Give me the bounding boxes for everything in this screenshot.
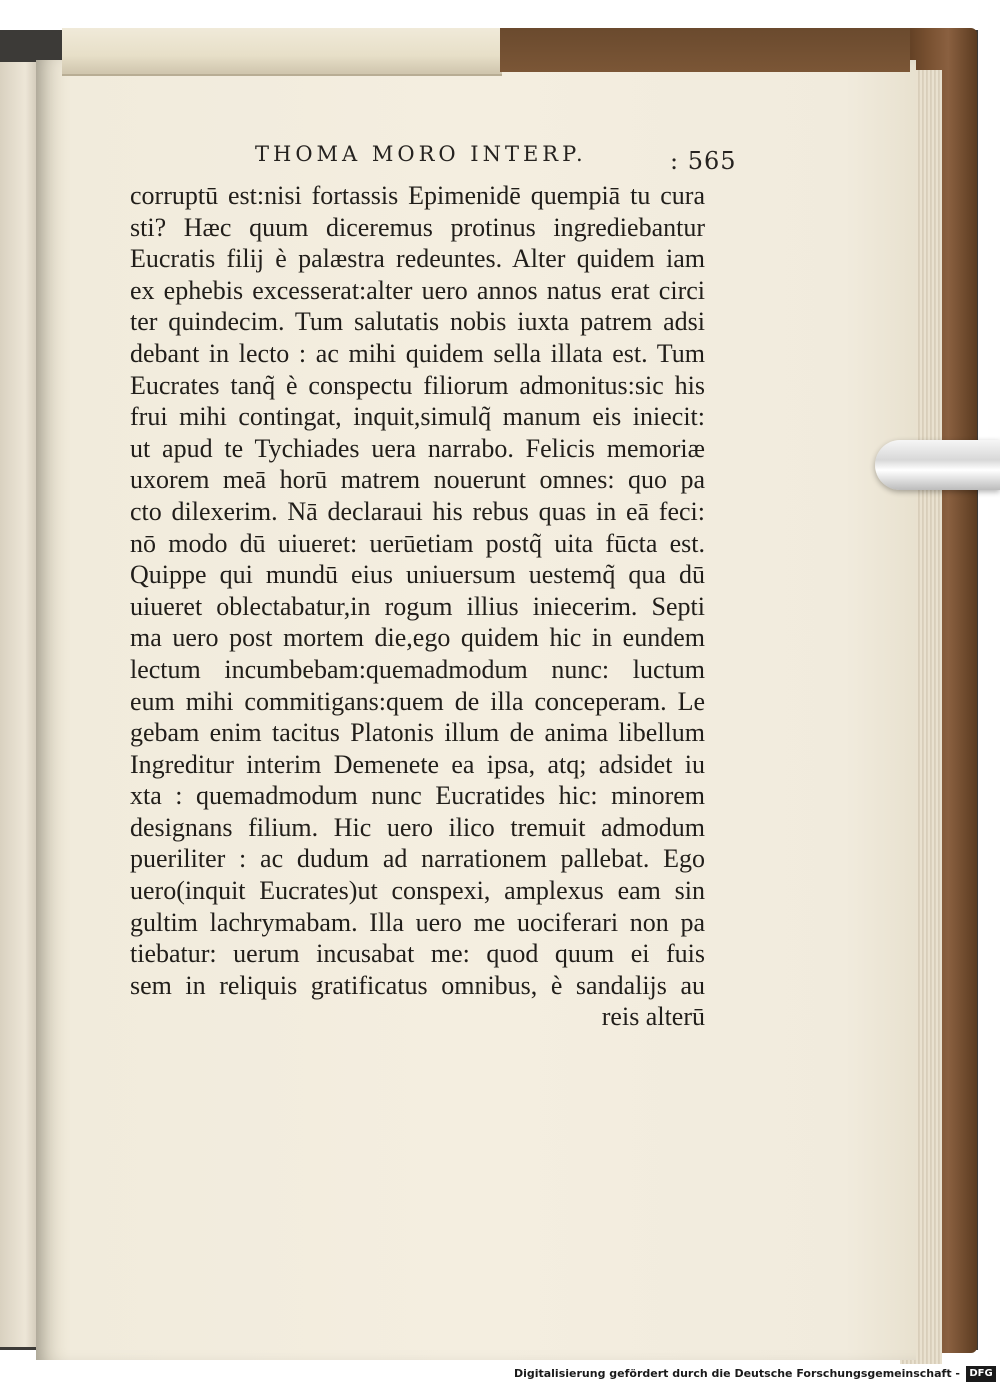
text-line: nō modo dū uiueret: uerūetiam postq̃ uita fūcta est. [130,528,705,558]
text-line: ma uero post mortem die,ego quidem hic in eundem [130,623,705,653]
text-line: sem in reliquis gratificatus omnibus, è sandalijs au [130,970,705,1000]
text-line: tiebatur: uerum incusabat me: quod quum ei fuis [130,939,705,969]
text-line: uxorem meā horū matrem nouerunt omnes: quo pa [130,465,705,495]
text-line: Quippe qui mundū eius uniuersum uestemq̃ qua dū [130,560,705,590]
text-line: cto dilexerim. Nā declaraui his rebus quas in eā feci: [130,496,705,526]
dfg-logo: DFG [966,1366,996,1382]
text-line: xta : quemadmodum nunc Eucratides hic: minorem [130,781,705,811]
text-line: gultim lachrymabam. Illa uero me uociferari non pa [130,907,705,937]
funding-credit: Digitalisierung gefördert durch die Deutsche Forschungsgemeinschaft - [513,1367,960,1380]
text-line: ter quindecim. Tum salutatis nobis iuxta patrem adsi [130,307,705,337]
text-line: pueriliter : ac dudum ad narrationem pallebat. Ego [130,844,705,874]
text-line: uero(inquit Eucrates)ut conspexi, amplexus eam sin [130,876,705,906]
text-line: eum mihi commitigans:quem de illa conceperam. Le [130,686,705,716]
running-head: THOMA MORO INTERP. [255,142,587,166]
page-number: : 565 [670,147,737,175]
binding-tape [62,28,502,76]
text-line: lectum incumbebam:quemadmodum nunc: luctum [130,654,705,684]
text-line: reis alterū [601,1002,705,1032]
page-clip [875,440,1000,490]
text-line: uiueret oblectabatur,in rogum illius iniecerim. Septi [130,591,705,621]
text-line: debant in lecto : ac mihi quidem sella illata est. Tum [130,338,705,368]
text-line: Ingreditur interim Demenete ea ipsa, atq; adsidet iu [130,749,705,779]
text-line: ex ephebis excesserat:alter uero annos natus erat circi [130,275,705,305]
body-text [130,180,705,1033]
text-line: ut apud te Tychiades uera narrabo. Felicis memoriæ [130,433,705,463]
text-line: gebam enim tacitus Platonis illum de anima libellum [130,718,705,748]
text-line: frui mihi contingat, inquit,simulq̃ manum eis iniecit: [130,402,705,432]
text-line: designans filium. Hic uero ilico tremuit admodum [130,812,705,842]
text-line: sti? Hæc quum diceremus protinus ingrediebantur [130,212,705,242]
text-line: corruptū est:nisi fortassis Epimenidē quempiā tu cura [130,181,705,210]
text-line: Eucratis filij è palæstra redeuntes. Alter quidem iam [130,244,705,274]
text-line: Eucrates tanq̃ è conspectu filiorum admonitus:sic his [130,370,705,400]
binding-leather [500,28,910,72]
